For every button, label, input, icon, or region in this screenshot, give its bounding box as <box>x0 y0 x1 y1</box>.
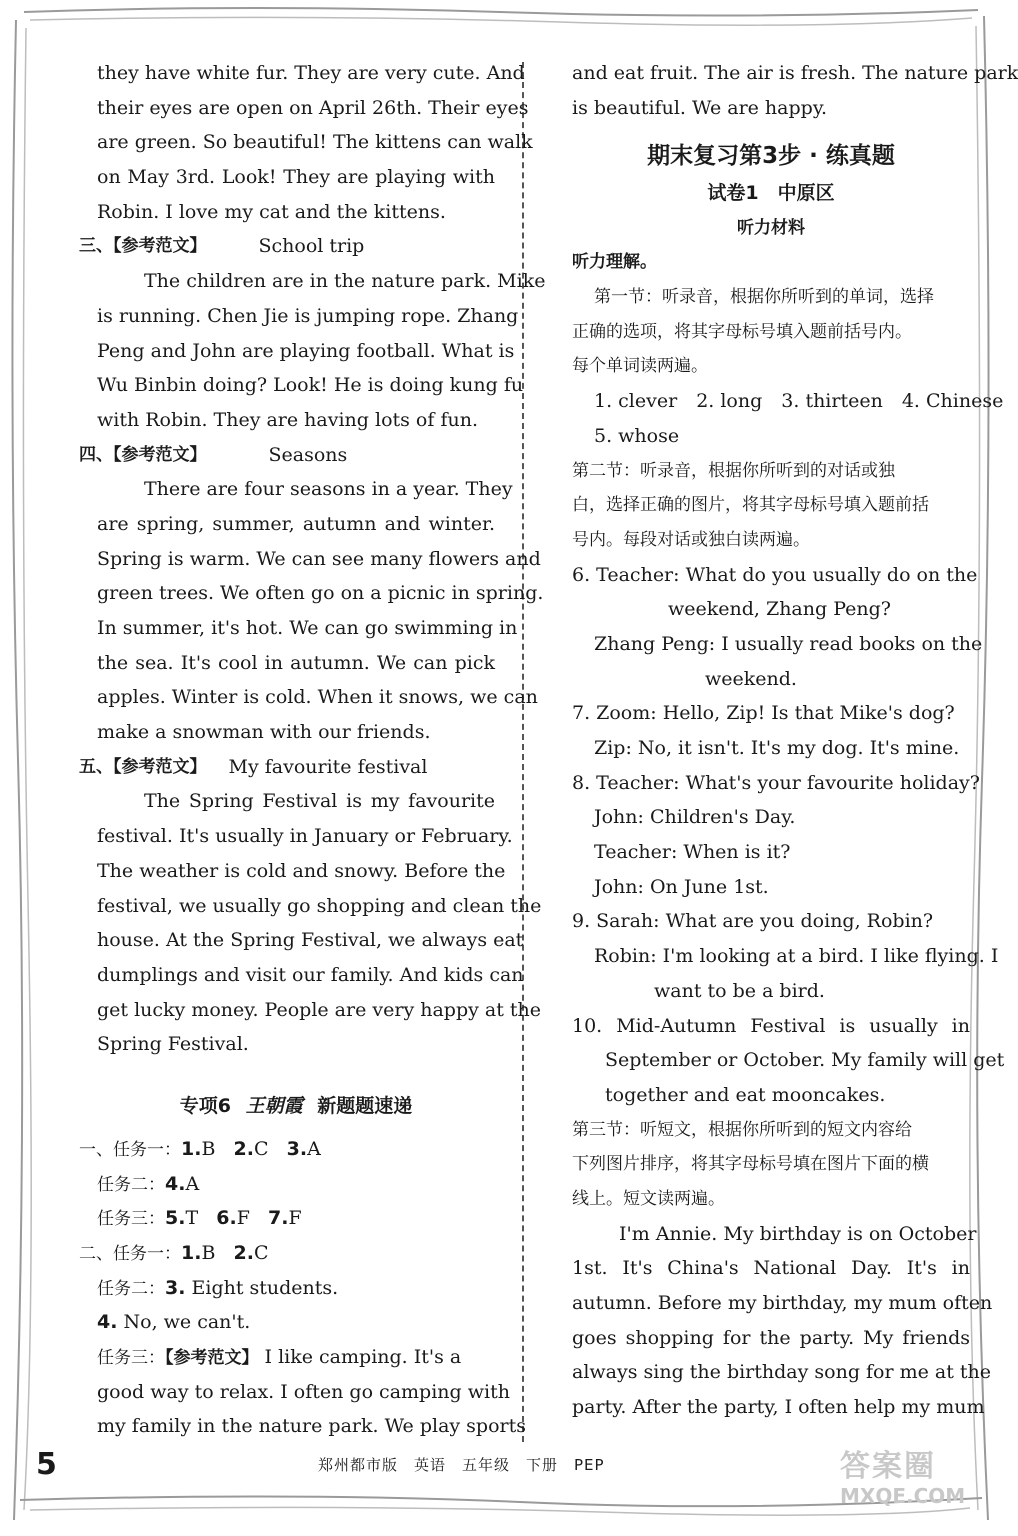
dialogue-line: 7. Zoom: Hello, Zip! Is that Mike's dog? <box>572 702 955 725</box>
essay-title: Seasons <box>268 443 348 466</box>
dialogue-line: Robin: I'm looking at a bird. I like flying. I <box>594 945 999 968</box>
text-line: are spring, summer, autumn and winter. <box>97 512 495 535</box>
dialogue-line: 6. Teacher: What do you usually do on the <box>572 563 978 586</box>
page-number: 5 <box>36 1447 57 1482</box>
essay-title: My favourite festival <box>228 755 428 778</box>
text-line: with Robin. They are having lots of fun. <box>97 408 478 431</box>
dialogue-line: Teacher: When is it? <box>594 841 791 864</box>
dialogue-line: Zhang Peng: I usually read books on the <box>594 632 983 655</box>
word-list: 1. clever 2. long 3. thirteen 4. Chinese <box>594 390 1004 413</box>
answer-number: 6. <box>216 1207 237 1230</box>
dialogue-line: want to be a bird. <box>654 979 825 1002</box>
right-column <box>572 56 1018 1425</box>
section-5-heading <box>79 750 495 785</box>
task-label: 一、任务一： <box>79 1139 181 1160</box>
instruction-line: 号内。每段对话或独白读两遍。 <box>572 529 810 550</box>
task-label: 任务二： <box>97 1174 165 1195</box>
answer-value: No, we can't. <box>123 1311 251 1334</box>
task-label: 任务三： <box>97 1209 165 1230</box>
left-column <box>79 56 546 1444</box>
answer-number: 1. <box>181 1242 202 1264</box>
answer-row <box>79 1132 495 1167</box>
answer-value: Eight students. <box>191 1276 339 1299</box>
text-line: the sea. It's cool in autumn. We can pick <box>97 651 495 674</box>
watermark-logo <box>840 1450 965 1508</box>
answer-value: B <box>201 1242 216 1264</box>
text-line: are green. So beautiful! The kittens can walk <box>97 131 533 154</box>
special-title: 新题题速递 <box>317 1094 413 1117</box>
text-line: good way to relax. I often go camping with <box>97 1380 510 1403</box>
brand-logo: 王朝霞 <box>245 1094 303 1117</box>
text-line: Wu Binbin doing? Look! He is doing kung fu <box>97 374 524 397</box>
answer-number: 3. <box>165 1276 186 1299</box>
text-line: There are four seasons in a year. They <box>144 478 513 501</box>
answer-number: 4. <box>165 1172 186 1195</box>
answer-number: 3. <box>286 1137 308 1160</box>
text-line: green trees. We often go on a picnic in spring. <box>97 582 544 605</box>
review-heading: 期末复习第3步 · 练真题 <box>647 143 895 170</box>
special-label: 专项6 <box>179 1094 231 1117</box>
task-label: 二、任务一： <box>79 1244 181 1264</box>
section-label: 三、【参考范文】 <box>79 236 207 257</box>
answer-row <box>97 1167 495 1202</box>
dialogue-line: together and eat mooncakes. <box>605 1083 886 1106</box>
paper-subheading: 试卷1 中原区 <box>707 182 835 205</box>
listening-title: 听力理解。 <box>572 252 657 273</box>
word-list: 5. whose <box>594 424 680 447</box>
text-line: festival, we usually go shopping and clean the <box>97 894 542 917</box>
passage-line: always sing the birthday song for me at the <box>572 1361 992 1384</box>
dialogue-line: September or October. My family will get <box>605 1049 1005 1072</box>
dialogue-line: Zip: No, it isn't. It's my dog. It's mine. <box>594 737 960 759</box>
text-line: get lucky money. People are very happy at the <box>97 998 541 1021</box>
answer-row <box>97 1340 495 1375</box>
dialogue-line: weekend, Zhang Peng? <box>668 598 891 621</box>
text-line: they have white fur. They are very cute. And <box>97 62 525 84</box>
instruction-line: 白，选择正确的图片，将其字母标号填入题前括 <box>572 495 929 516</box>
passage-line: party. After the party, I often help my mum <box>572 1396 985 1419</box>
answer-value: C <box>254 1242 269 1264</box>
instruction-line: 正确的选项，将其字母标号填入题前括号内。 <box>572 321 912 342</box>
answer-value: F <box>236 1207 250 1230</box>
special-topic-heading <box>97 1080 495 1132</box>
dialogue-line: 10. Mid-Autumn Festival is usually in <box>572 1014 970 1037</box>
instruction-line: 下列图片排序，将其字母标号填在图片下面的横 <box>572 1154 929 1175</box>
text-line: Spring Festival. <box>97 1033 249 1056</box>
watermark-text: 答案圈 <box>840 1449 936 1484</box>
answer-number: 2. <box>233 1137 254 1160</box>
instruction-line: 线上。短文读两遍。 <box>572 1188 725 1209</box>
text-line: is beautiful. We are happy. <box>572 96 828 119</box>
text-line: festival. It's usually in January or February. <box>97 825 513 848</box>
instruction-line: 每个单词读两遍。 <box>572 356 708 377</box>
dialogue-line: 9. Sarah: What are you doing, Robin? <box>572 910 934 933</box>
passage-line: autumn. Before my birthday, my mum often <box>572 1292 993 1314</box>
section-label: 四、【参考范文】 <box>79 444 207 465</box>
text-line: The Spring Festival is my favourite <box>144 790 495 813</box>
text-line: The children are in the nature park. Mike <box>144 270 546 293</box>
text-line: The weather is cold and snowy. Before the <box>97 859 506 882</box>
dialogue-line: John: On June 1st. <box>594 875 769 898</box>
answer-number: 1. <box>181 1137 202 1160</box>
section-label: 【参考范文】 <box>165 1348 259 1369</box>
answer-row <box>97 1201 495 1236</box>
passage-line: I'm Annie. My birthday is on October <box>619 1222 977 1245</box>
instruction-line: 第三节：听短文，根据你所听到的短文内容给 <box>572 1119 912 1140</box>
answer-row <box>79 1236 495 1271</box>
answer-number: 5. <box>165 1207 186 1230</box>
section-4-heading <box>79 438 495 473</box>
edition-info: 郑州都市版 英语 五年级 下册 PEP <box>318 1456 605 1474</box>
text-line: and eat fruit. The air is fresh. The nature park <box>572 62 1018 84</box>
text-line: dumplings and visit our family. And kids can <box>97 963 524 986</box>
instruction-line: 第一节：听录音，根据你所听到的单词，选择 <box>594 287 934 308</box>
text-line: on May 3rd. Look! They are playing with <box>97 166 495 189</box>
text-line: apples. Winter is cold. When it snows, we can <box>97 686 538 709</box>
text-line: Peng and John are playing football. What is <box>97 339 515 362</box>
answer-number: 7. <box>268 1207 289 1230</box>
answer-value: T <box>185 1207 199 1230</box>
text-line: their eyes are open on April 26th. Their eyes <box>97 96 529 119</box>
text-line: I like camping. It's a <box>264 1346 462 1369</box>
dialogue-line: John: Children's Day. <box>594 806 796 829</box>
text-line: house. At the Spring Festival, we always eat <box>97 929 524 952</box>
task-label: 任务三： <box>97 1348 165 1369</box>
text-line: In summer, it's hot. We can go swimming in <box>97 617 518 639</box>
answer-row <box>97 1271 495 1306</box>
section-label: 五、【参考范文】 <box>79 756 207 777</box>
text-line: Robin. I love my cat and the kittens. <box>97 200 446 223</box>
answer-number: 2. <box>233 1242 254 1264</box>
text-line: Spring is warm. We can see many flowers and <box>97 547 541 570</box>
text-line: make a snowman with our friends. <box>97 721 431 744</box>
dialogue-line: weekend. <box>705 667 797 690</box>
answer-number: 4. <box>97 1311 118 1334</box>
answer-row <box>97 1305 495 1340</box>
answer-value: A <box>185 1172 200 1195</box>
task-label: 任务二： <box>97 1278 165 1299</box>
instruction-line: 第二节：听录音，根据你所听到的对话或独 <box>572 460 895 481</box>
passage-line: goes shopping for the party. My friends <box>572 1326 970 1349</box>
passage-line: 1st. It's China's National Day. It's in <box>572 1257 970 1280</box>
essay-title: School trip <box>258 235 365 258</box>
answer-value: C <box>254 1137 269 1160</box>
section-3-heading <box>79 229 495 264</box>
watermark-url: MXQE.COM <box>840 1484 966 1508</box>
material-heading: 听力材料 <box>737 218 805 239</box>
answer-value: A <box>307 1137 321 1160</box>
text-line: is running. Chen Jie is jumping rope. Zhang <box>97 304 519 327</box>
answer-value: F <box>288 1207 302 1230</box>
text-line: my family in the nature park. We play sports <box>97 1415 526 1438</box>
answer-value: B <box>201 1137 216 1160</box>
dialogue-line: 8. Teacher: What's your favourite holiday? <box>572 771 980 794</box>
